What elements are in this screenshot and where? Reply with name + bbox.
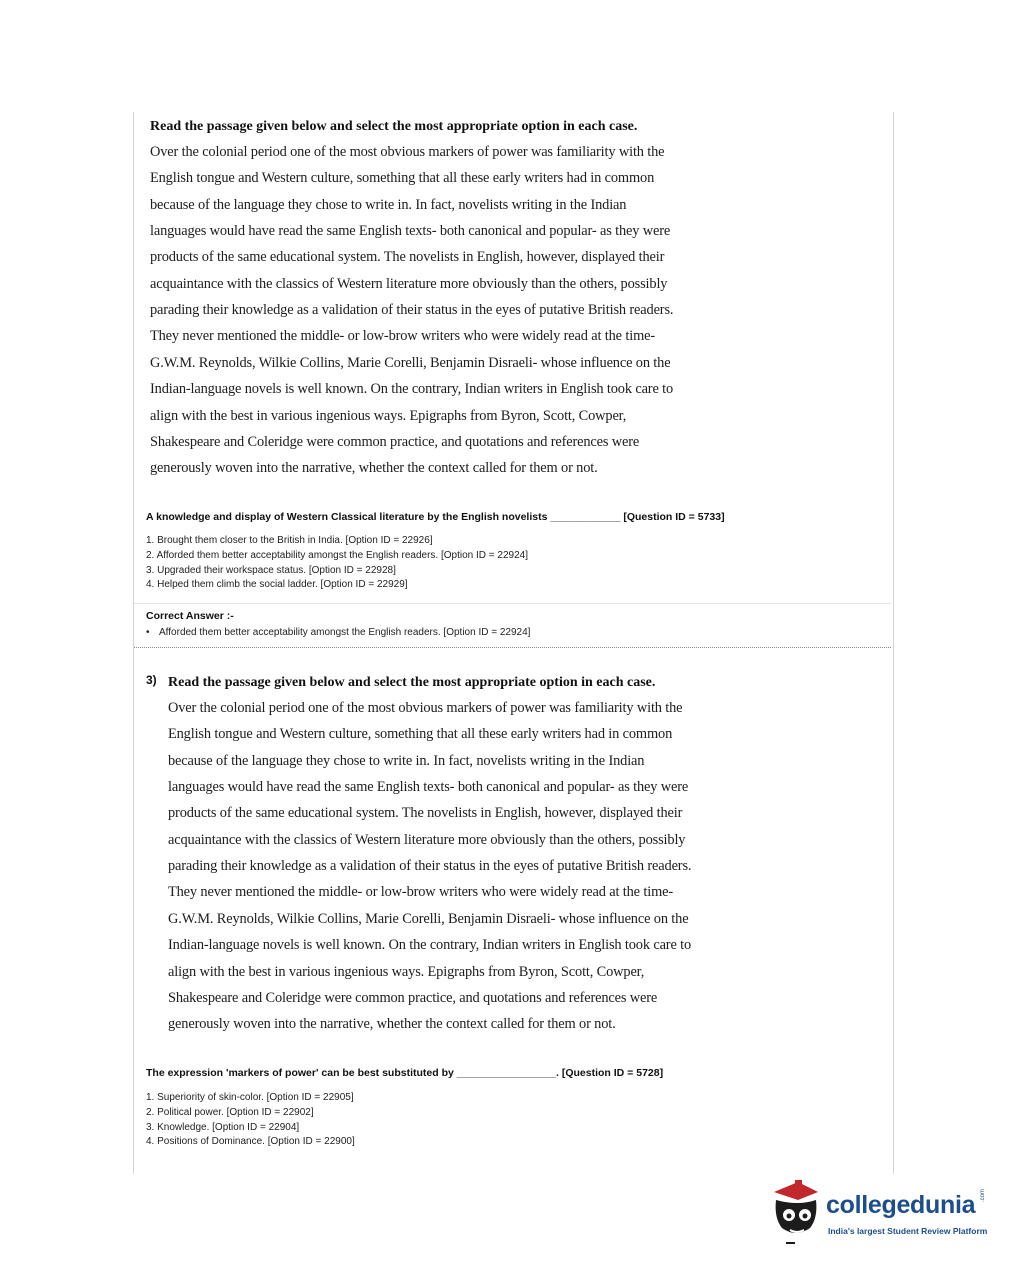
option-item: 4. Positions of Dominance. [Option ID = 22900] <box>146 1136 355 1148</box>
passage-line: languages would have read the same English texts- both canonical and popular- as they were <box>168 779 689 796</box>
passage-line: parading their knowledge as a validation of their status in the eyes of putative British readers. <box>150 302 674 319</box>
bullet-icon: • <box>146 627 150 638</box>
passage-line: English tongue and Western culture, something that all these early writers had in common <box>150 170 655 187</box>
mascot-icon <box>768 1178 828 1248</box>
passage-line: Shakespeare and Coleridge were common practice, and quotations and references were <box>150 433 640 450</box>
passage-line: Shakespeare and Coleridge were common practice, and quotations and references were <box>168 989 658 1006</box>
correct-answer-label: Correct Answer :- <box>146 610 234 622</box>
section-heading: Read the passage given below and select the most appropriate option in each case. <box>168 675 656 690</box>
passage-line: acquaintance with the classics of Western literature more obviously than the others, possibly <box>150 275 668 292</box>
correct-answer <box>146 627 530 638</box>
passage-line: languages would have read the same English texts- both canonical and popular- as they were <box>150 223 671 240</box>
passage-line: They never mentioned the middle- or low-brow writers who were widely read at the time- <box>168 884 673 901</box>
passage-line: They never mentioned the middle- or low-brow writers who were widely read at the time- <box>150 328 655 345</box>
passage-line: acquaintance with the classics of Western literature more obviously than the others, possibly <box>168 831 686 848</box>
passage-line: Over the colonial period one of the most obvious markers of power was familiarity with the <box>168 700 683 716</box>
collegedunia-logo <box>768 1178 993 1248</box>
passage-line: Indian-language novels is well known. On the contrary, Indian writers in English took care to <box>168 937 692 954</box>
question-text: The expression 'markers of power' can be best substituted by _________________. [Question ID = 5728] <box>146 1067 664 1079</box>
option-item: 2. Political power. [Option ID = 22902] <box>146 1106 314 1118</box>
logo-suffix: .com <box>980 1188 986 1202</box>
question-text: A knowledge and display of Western Classical literature by the English novelists ____________ [Question ID = 5733] <box>146 511 725 523</box>
option-item: 3. Upgraded their workspace status. [Option ID = 22928] <box>146 564 396 576</box>
passage-line: because of the language they chose to write in. In fact, novelists writing in the Indian <box>168 752 645 769</box>
divider <box>134 603 891 604</box>
passage-line: G.W.M. Reynolds, Wilkie Collins, Marie Corelli, Benjamin Disraeli- whose influence on the <box>150 354 671 371</box>
option-item: 1. Superiority of skin-color. [Option ID = 22905] <box>146 1092 354 1103</box>
passage-line: G.W.M. Reynolds, Wilkie Collins, Marie Corelli, Benjamin Disraeli- whose influence on the <box>168 910 689 927</box>
question-separator <box>134 647 891 648</box>
passage-line: Indian-language novels is well known. On the contrary, Indian writers in English took care to <box>150 381 674 398</box>
passage-line: align with the best in various ingenious ways. Epigraphs from Byron, Scott, Cowper, <box>150 407 627 424</box>
option-item: 4. Helped them climb the social ladder. [Option ID = 22929] <box>146 579 408 591</box>
section-heading: Read the passage given below and select the most appropriate option in each case. <box>150 119 638 134</box>
option-item: 2. Afforded them better acceptability amongst the English readers. [Option ID = 22924] <box>146 549 528 561</box>
option-item: 1. Brought them closer to the British in India. [Option ID = 22926] <box>146 535 433 546</box>
logo-tagline: India's largest Student Review Platform <box>828 1226 988 1236</box>
question-number: 3) <box>146 673 157 687</box>
passage-line: parading their knowledge as a validation of their status in the eyes of putative British readers. <box>168 858 692 875</box>
passage-line: English tongue and Western culture, something that all these early writers had in common <box>168 726 673 743</box>
passage-line: generously woven into the narrative, whether the context called for them or not. <box>150 460 598 477</box>
passage-line: products of the same educational system. The novelists in English, however, displayed their <box>168 805 683 822</box>
passage-line: products of the same educational system. The novelists in English, however, displayed their <box>150 249 665 266</box>
passage-line: Over the colonial period one of the most obvious markers of power was familiarity with the <box>150 144 665 160</box>
passage-line: because of the language they chose to write in. In fact, novelists writing in the Indian <box>150 196 627 213</box>
correct-answer-text: Afforded them better acceptability amongst the English readers. [Option ID = 22924] <box>159 627 531 638</box>
logo-wordmark: collegedunia <box>826 1191 976 1219</box>
passage-line: align with the best in various ingenious ways. Epigraphs from Byron, Scott, Cowper, <box>168 963 645 980</box>
option-item: 3. Knowledge. [Option ID = 22904] <box>146 1121 300 1133</box>
page-frame <box>133 112 894 1174</box>
passage-line: generously woven into the narrative, whether the context called for them or not. <box>168 1016 616 1033</box>
